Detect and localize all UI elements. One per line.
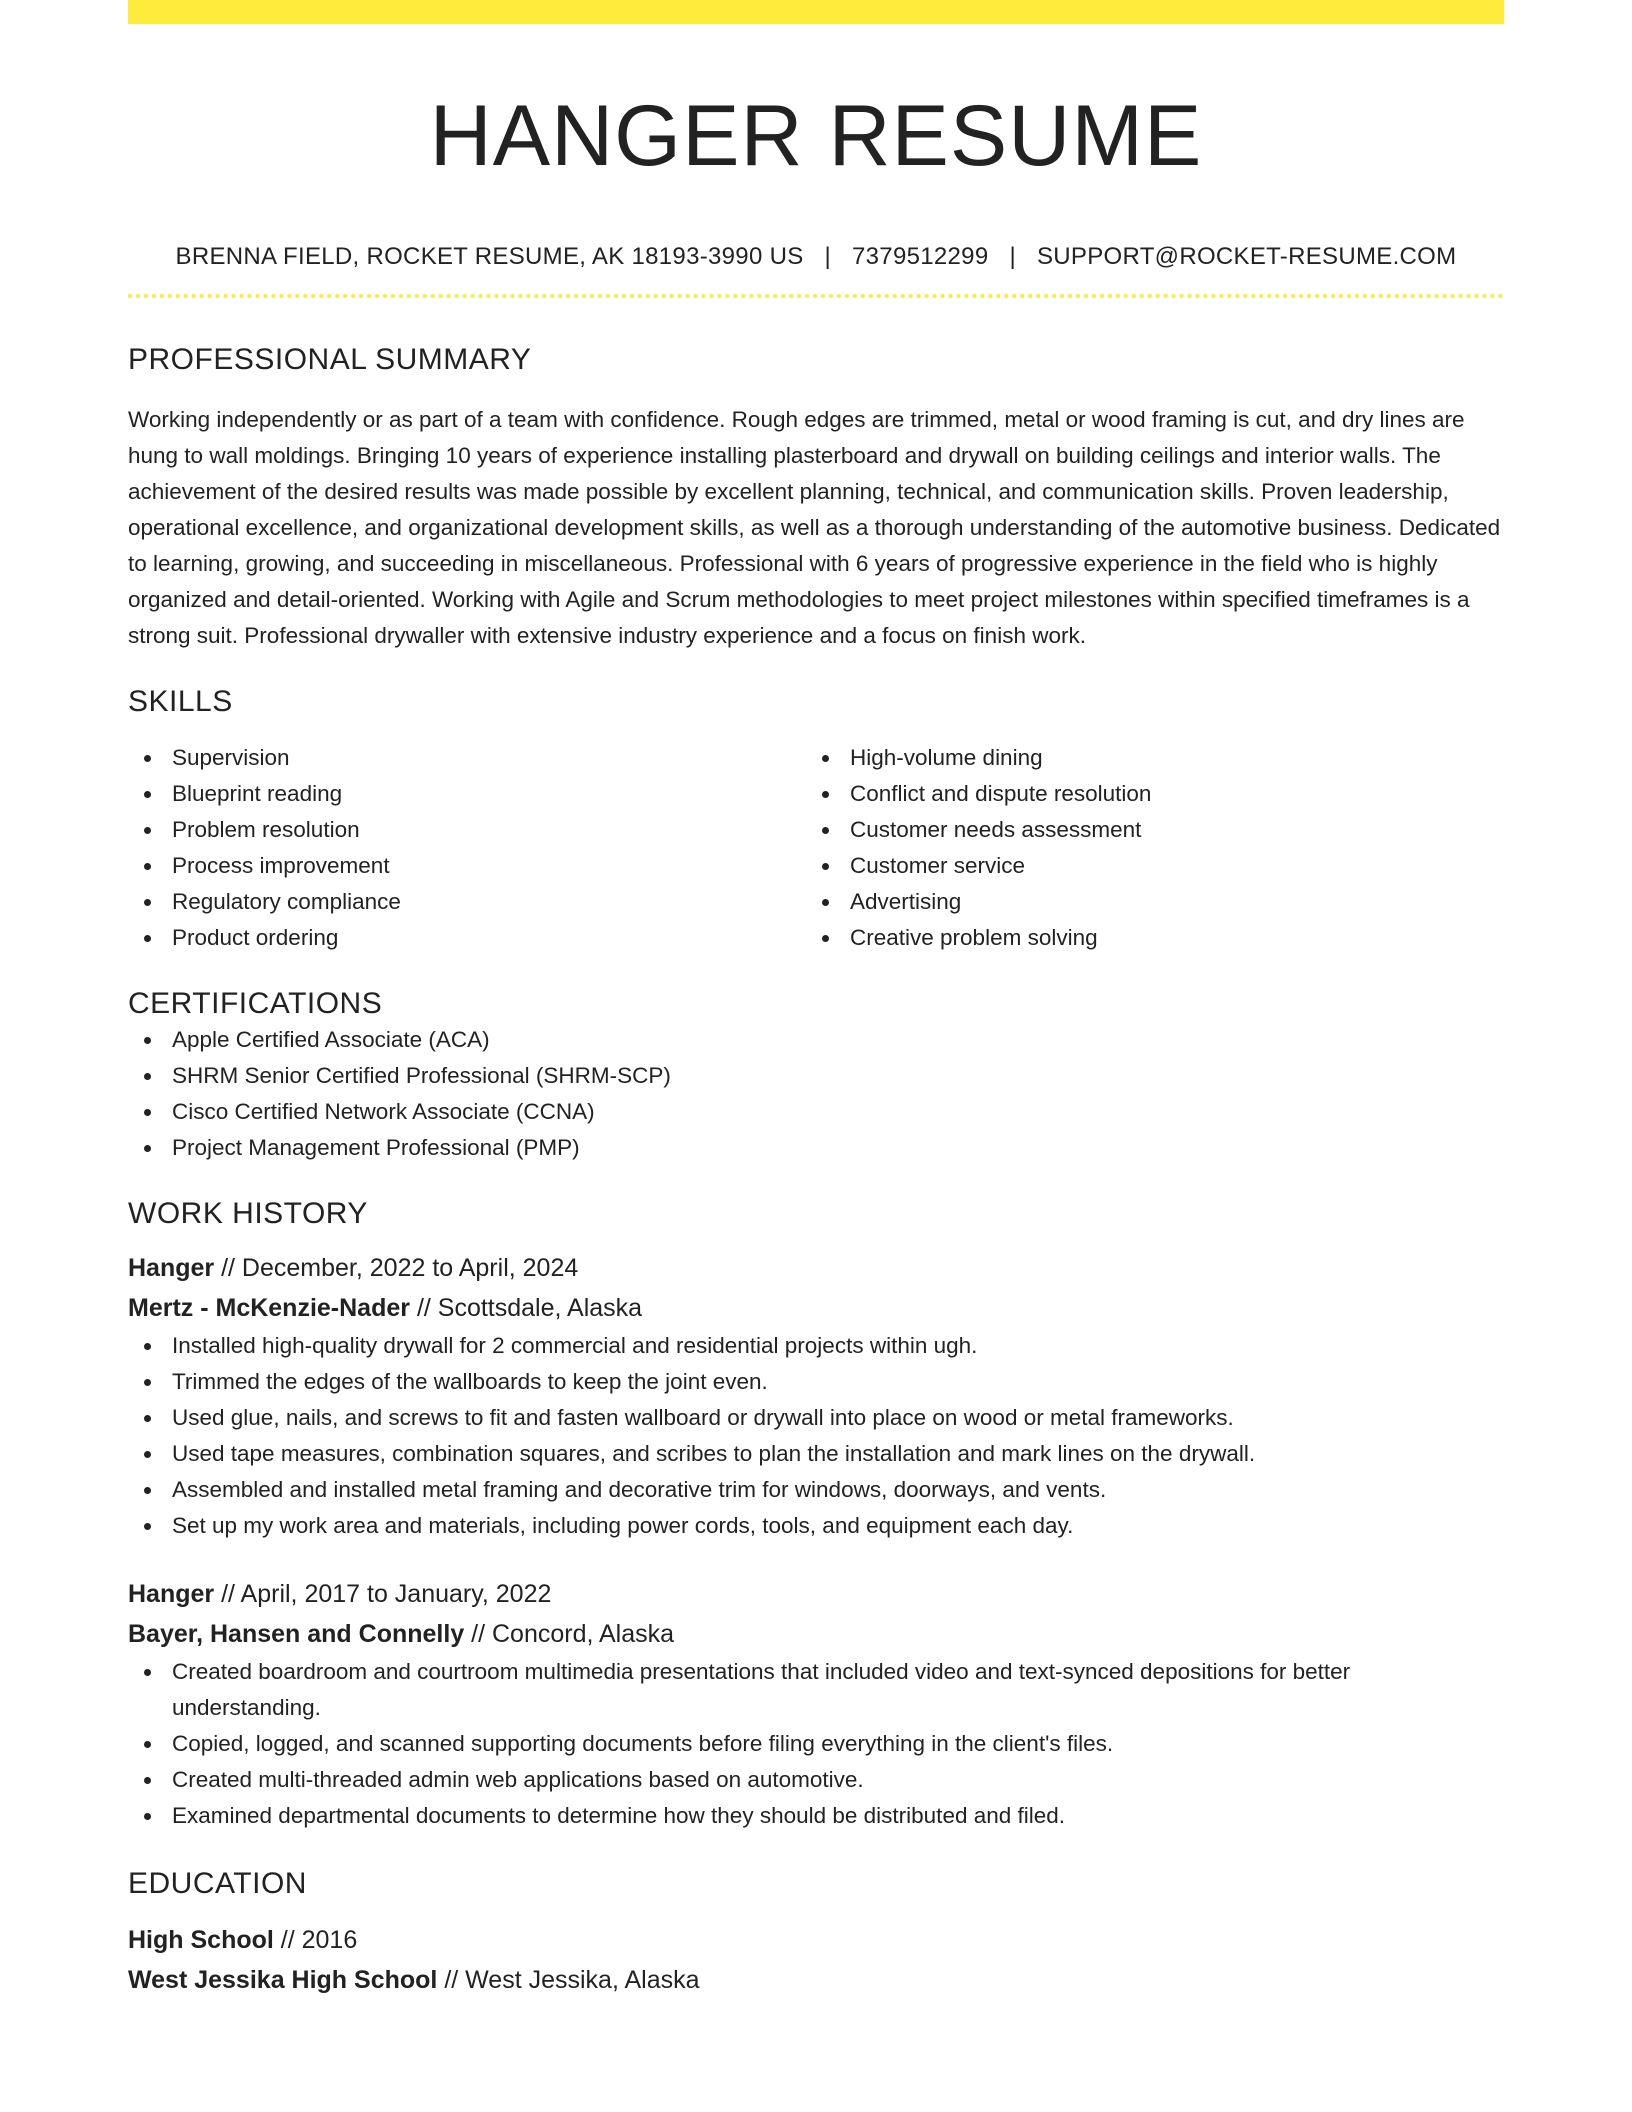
certification-item: Cisco Certified Network Associate (CCNA) (128, 1094, 1504, 1130)
job-company: Bayer, Hansen and Connelly (128, 1620, 465, 1648)
summary-text: Working independently or as part of a team with confidence. Rough edges are trimmed, metal or wood framing is cut, and dry lines are hung to wall moldings. Bringing 10 years of experience installing plasterboard and drywall on building ceilings and interior walls. The achievement of the desired results was made possible by excellent planning, technical, and communication skills. Proven leadership, operational excellence, and organizational development skills, as well as a thorough understanding of the automotive business. Dedicated to learning, growing, and succeeding in miscellaneous. Professional with 6 years of progressive experience in the field who is highly organized and detail-oriented. Working with Agile and Scrum methodologies to meet project milestones within specified timeframes is a strong suit. Professional drywaller with extensive industry experience and a focus on finish work. (128, 407, 1501, 648)
contact-phone: 7379512299 (852, 243, 989, 270)
skills-columns (128, 740, 1504, 956)
skill-item: Product ordering (128, 920, 806, 956)
skills-list-right (806, 740, 1484, 956)
skill-item: Blueprint reading (128, 776, 806, 812)
job-duty: Used tape measures, combination squares, and scribes to plan the installation and mark lines on the drywall. (128, 1436, 1504, 1472)
job-duty: Used glue, nails, and screws to fit and fasten wallboard or drywall into place on wood or metal frameworks. (128, 1400, 1504, 1436)
job-duty: Assembled and installed metal framing and decorative trim for windows, doorways, and vents. (128, 1472, 1504, 1508)
job-duty: Copied, logged, and scanned supporting documents before filing everything in the client's files. (128, 1726, 1504, 1762)
certification-item: Project Management Professional (PMP) (128, 1130, 1504, 1166)
education-degree: High School (128, 1926, 274, 1954)
job-role: Hanger (128, 1580, 215, 1608)
contact-separator: | (824, 243, 832, 270)
job-duty: Set up my work area and materials, including power cords, tools, and equipment each day. (128, 1508, 1504, 1544)
job-location: // Concord, Alaska (464, 1620, 675, 1648)
job-company: Mertz - McKenzie-Nader (128, 1294, 410, 1322)
work-history-heading: WORK HISTORY (128, 1197, 368, 1230)
job-location: // Scottsdale, Alaska (410, 1294, 643, 1322)
contact-address: BRENNA FIELD, ROCKET RESUME, AK 18193-3990 US (175, 243, 804, 270)
contact-email: SUPPORT@ROCKET-RESUME.COM (1036, 243, 1457, 270)
job-title-line (128, 1574, 1504, 1614)
contact-line (128, 242, 1504, 272)
job-company-line (128, 1288, 1504, 1328)
skill-item: Creative problem solving (806, 920, 1484, 956)
skill-item: Supervision (128, 740, 806, 776)
certifications-list (128, 1022, 1504, 1166)
skills-heading: SKILLS (128, 685, 233, 718)
education-degree-line (128, 1920, 1504, 1960)
dotted-divider (128, 294, 1504, 298)
skill-item: Conflict and dispute resolution (806, 776, 1484, 812)
job-dates: // December, 2022 to April, 2024 (214, 1254, 579, 1282)
skill-item: Problem resolution (128, 812, 806, 848)
skill-item: Process improvement (128, 848, 806, 884)
job-duty: Created multi-threaded admin web applications based on automotive. (128, 1762, 1504, 1798)
job-dates: // April, 2017 to January, 2022 (214, 1580, 552, 1608)
education-heading: EDUCATION (128, 1867, 307, 1900)
education-school: West Jessika High School (128, 1966, 438, 1994)
skill-item: Regulatory compliance (128, 884, 806, 920)
skill-item: Customer needs assessment (806, 812, 1484, 848)
education-location: // West Jessika, Alaska (437, 1966, 700, 1994)
job-duties-list (128, 1328, 1504, 1544)
skill-item: High-volume dining (806, 740, 1484, 776)
top-accent-bar (128, 0, 1504, 24)
resume-title: HANGER RESUME (429, 88, 1203, 184)
job-role: Hanger (128, 1254, 215, 1282)
job-duties-list (128, 1654, 1504, 1834)
job-duty: Trimmed the edges of the wallboards to keep the joint even. (128, 1364, 1504, 1400)
job-duty: Installed high-quality drywall for 2 commercial and residential projects within ugh. (128, 1328, 1504, 1364)
job-duty: Created boardroom and courtroom multimedia presentations that included video and text-synced depositions for better understanding. (128, 1654, 1504, 1726)
certifications-heading: CERTIFICATIONS (128, 987, 383, 1020)
job-company-line (128, 1614, 1504, 1654)
skill-item: Customer service (806, 848, 1484, 884)
education-year: // 2016 (273, 1926, 358, 1954)
job-duty: Examined departmental documents to determine how they should be distributed and filed. (128, 1798, 1504, 1834)
contact-separator: | (1009, 243, 1016, 270)
job-title-line (128, 1248, 1504, 1288)
certification-item: Apple Certified Associate (ACA) (128, 1022, 1504, 1058)
resume-page (128, 0, 1504, 2000)
education-school-line (128, 1960, 1504, 2000)
skill-item: Advertising (806, 884, 1484, 920)
summary-heading: PROFESSIONAL SUMMARY (128, 343, 532, 376)
certification-item: SHRM Senior Certified Professional (SHRM-SCP) (128, 1058, 1504, 1094)
skills-list-left (128, 740, 806, 956)
